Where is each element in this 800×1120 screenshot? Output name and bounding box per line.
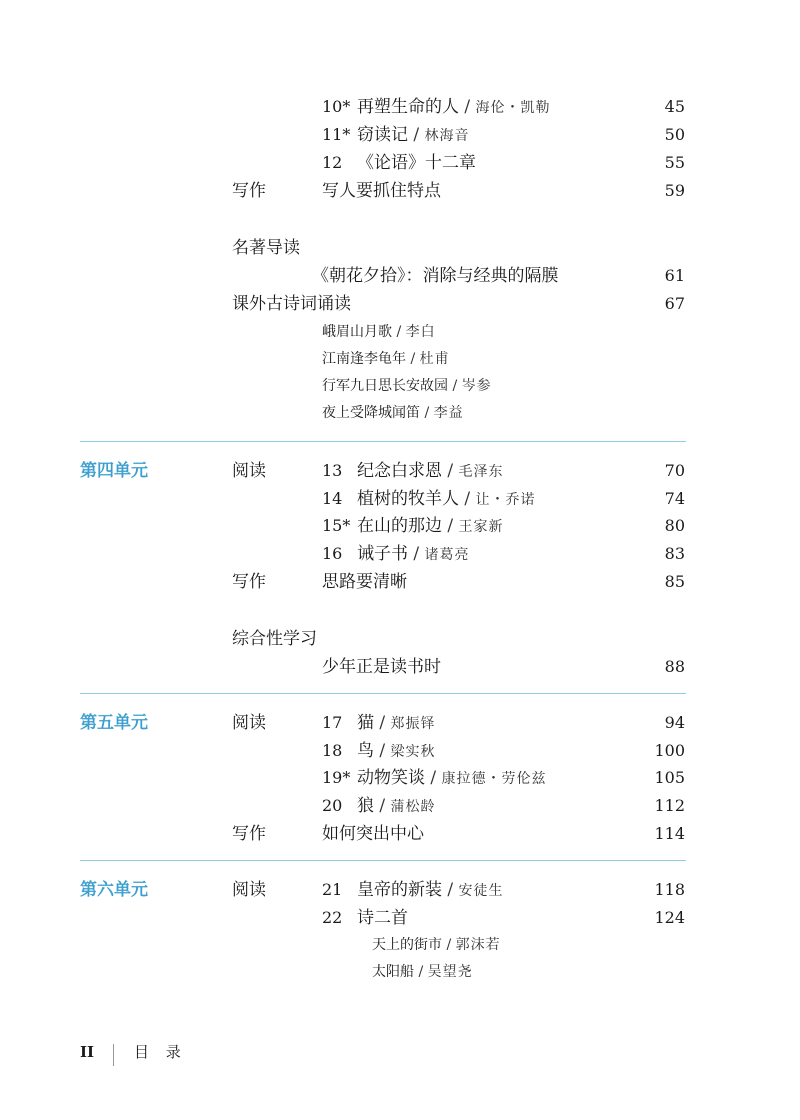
toc-row[interactable]: [0, 93, 800, 121]
entry-line: [322, 177, 441, 205]
toc-row[interactable]: [0, 262, 800, 290]
page-number-ref: 124: [654, 908, 685, 927]
entry-title: 少年正是读书时: [322, 657, 441, 677]
entry-title: 峨眉山月歌: [322, 324, 392, 340]
author-separator: /: [459, 97, 476, 117]
entry-line: [357, 485, 536, 514]
author-separator: /: [442, 880, 459, 900]
toc-row[interactable]: [0, 820, 800, 848]
lesson-number: 18: [322, 741, 343, 760]
entry-title: 动物笑谈: [357, 768, 425, 788]
footer-divider: [113, 1044, 114, 1066]
entry-line: [357, 764, 547, 793]
page-number-ref: 59: [664, 181, 685, 200]
toc-row[interactable]: [0, 372, 800, 400]
entry-line: [322, 372, 492, 400]
lesson-number: 21: [322, 880, 343, 899]
page-number-ref: 61: [664, 266, 685, 285]
entry-line: [322, 318, 436, 346]
page-number-ref: 100: [654, 741, 685, 760]
toc-row[interactable]: [0, 345, 800, 373]
page-number-ref: 112: [654, 796, 685, 815]
toc-row[interactable]: [0, 234, 800, 262]
unit-heading: 第六单元: [80, 880, 148, 900]
toc-row[interactable]: [0, 904, 800, 932]
page-number-ref: 88: [664, 657, 685, 676]
section-type: 写作: [232, 181, 266, 201]
lesson-number: 15*: [322, 516, 351, 535]
author-separator: /: [442, 461, 459, 481]
page-number-ref: 94: [664, 713, 685, 732]
entry-author: 李益: [433, 405, 464, 421]
unit-divider: [80, 860, 686, 861]
toc-row[interactable]: [0, 737, 800, 765]
entry-title: 诗二首: [357, 908, 408, 928]
unit-divider: [80, 441, 686, 442]
author-separator: /: [442, 937, 456, 953]
entry-line: [357, 876, 504, 905]
lesson-number: 10*: [322, 97, 351, 116]
entry-title: 植树的牧羊人: [357, 489, 459, 509]
toc-row[interactable]: [0, 568, 800, 596]
toc-row[interactable]: [0, 876, 800, 904]
entry-author: 海伦・凯勒: [475, 100, 551, 116]
lesson-number: 22: [322, 908, 343, 927]
entry-title: 夜上受降城闻笛: [322, 405, 420, 421]
entry-line: [357, 540, 470, 569]
section-type: 课外古诗词诵读: [232, 294, 351, 314]
page-number-ref: 83: [664, 544, 685, 563]
entry-title: 写人要抓住特点: [322, 181, 441, 201]
page-number-ref: 70: [664, 461, 685, 480]
section-type: 名著导读: [232, 238, 300, 258]
entry-title: 纪念白求恩: [357, 461, 442, 481]
entry-author: 蒲松龄: [390, 799, 436, 815]
entry-title: 行军九日思长安故园: [322, 378, 448, 394]
entry-line: [357, 512, 504, 541]
page-number: II: [80, 1043, 95, 1061]
toc-row[interactable]: [0, 512, 800, 540]
toc-row[interactable]: [0, 540, 800, 568]
entry-title: 皇帝的新装: [357, 880, 442, 900]
entry-line: [357, 457, 504, 486]
entry-author: 梁实秋: [390, 744, 436, 760]
entry-author: 王家新: [458, 519, 504, 535]
entry-author: 林海音: [424, 128, 470, 144]
entry-author: 诸葛亮: [424, 547, 470, 563]
page-number-ref: 74: [664, 489, 685, 508]
entry-author: 让・乔诺: [475, 492, 536, 508]
entry-author: 岑参: [461, 378, 492, 394]
entry-title: 江南逢李龟年: [322, 351, 406, 367]
entry-author: 郑振铎: [390, 716, 436, 732]
page-number-ref: 118: [654, 880, 685, 899]
unit-heading: 第五单元: [80, 713, 148, 733]
entry-line: [357, 121, 470, 150]
page-number-ref: 105: [654, 768, 685, 787]
author-separator: /: [448, 378, 462, 394]
toc-row[interactable]: [0, 177, 800, 205]
lesson-number: 12: [322, 153, 343, 172]
section-type: 写作: [232, 572, 266, 592]
toc-row[interactable]: [0, 958, 800, 986]
entry-title: 思路要清晰: [322, 572, 407, 592]
toc-row[interactable]: [0, 149, 800, 177]
entry-line: [322, 568, 407, 596]
toc-row[interactable]: [0, 764, 800, 792]
entry-line: [357, 792, 436, 821]
unit-divider: [80, 693, 686, 694]
section-type: 阅读: [232, 880, 266, 900]
author-separator: /: [414, 964, 428, 980]
section-type: 阅读: [232, 461, 266, 481]
entry-line: [312, 262, 559, 290]
entry-title: 《论语》十二章: [357, 153, 476, 173]
entry-author: 李白: [405, 324, 436, 340]
lesson-number: 14: [322, 489, 343, 508]
entry-author: 康拉德・劳伦兹: [441, 771, 547, 787]
author-separator: /: [392, 324, 406, 340]
unit-heading: 第四单元: [80, 461, 148, 481]
entry-line: [357, 904, 408, 932]
entry-line: [322, 345, 450, 373]
entry-title: 猫: [357, 713, 374, 733]
entry-title: 在山的那边: [357, 516, 442, 536]
entry-title: 窃读记: [357, 125, 408, 145]
lesson-number: 20: [322, 796, 343, 815]
entry-title: 如何突出中心: [322, 824, 424, 844]
author-separator: /: [425, 768, 442, 788]
author-separator: /: [408, 544, 425, 564]
lesson-number: 19*: [322, 768, 351, 787]
entry-line: [357, 737, 436, 766]
toc-row[interactable]: [0, 121, 800, 149]
toc-row[interactable]: [0, 625, 800, 653]
entry-line: [372, 931, 501, 959]
author-separator: /: [374, 741, 391, 761]
toc-row[interactable]: [0, 399, 800, 427]
page-number-ref: 114: [654, 824, 685, 843]
page-number-ref: 45: [664, 97, 685, 116]
toc-row[interactable]: [0, 485, 800, 513]
entry-author: 吴望尧: [427, 964, 473, 980]
author-separator: /: [459, 489, 476, 509]
section-type: 写作: [232, 824, 266, 844]
entry-author: 杜甫: [419, 351, 450, 367]
entry-line: [357, 149, 476, 177]
toc-row[interactable]: [0, 457, 800, 485]
toc-row[interactable]: [0, 653, 800, 681]
entry-title: 再塑生命的人: [357, 97, 459, 117]
entry-title: 鸟: [357, 741, 374, 761]
entry-line: [357, 709, 436, 738]
lesson-number: 16: [322, 544, 343, 563]
entry-title: 天上的街市: [372, 937, 442, 953]
page-number-ref: 80: [664, 516, 685, 535]
entry-title: 太阳船: [372, 964, 414, 980]
toc-row[interactable]: [0, 318, 800, 346]
toc-row[interactable]: [0, 931, 800, 959]
lesson-number: 17: [322, 713, 343, 732]
page-number-ref: 50: [664, 125, 685, 144]
author-separator: /: [420, 405, 434, 421]
toc-row[interactable]: [0, 290, 800, 318]
toc-row[interactable]: [0, 792, 800, 820]
lesson-number: 11*: [322, 125, 351, 144]
entry-author: 毛泽东: [458, 464, 504, 480]
entry-line: [372, 958, 473, 986]
entry-line: [357, 93, 551, 122]
entry-line: [322, 820, 424, 848]
entry-author: 安徒生: [458, 883, 504, 899]
section-type: 综合性学习: [232, 629, 317, 649]
footer-label: 目 录: [134, 1043, 187, 1061]
entry-title: 狼: [357, 796, 374, 816]
toc-row[interactable]: [0, 709, 800, 737]
entry-line: [322, 653, 441, 681]
author-separator: /: [442, 516, 459, 536]
entry-title: 《朝花夕拾》：消除与经典的隔膜: [312, 266, 559, 286]
author-separator: /: [374, 796, 391, 816]
entry-line: [322, 399, 464, 427]
author-separator: /: [406, 351, 420, 367]
section-type: 阅读: [232, 713, 266, 733]
entry-title: 诫子书: [357, 544, 408, 564]
author-separator: /: [408, 125, 425, 145]
page-number-ref: 85: [664, 572, 685, 591]
page-number-ref: 55: [664, 153, 685, 172]
author-separator: /: [374, 713, 391, 733]
page-number-ref: 67: [664, 294, 685, 313]
entry-author: 郭沫若: [455, 937, 501, 953]
lesson-number: 13: [322, 461, 343, 480]
